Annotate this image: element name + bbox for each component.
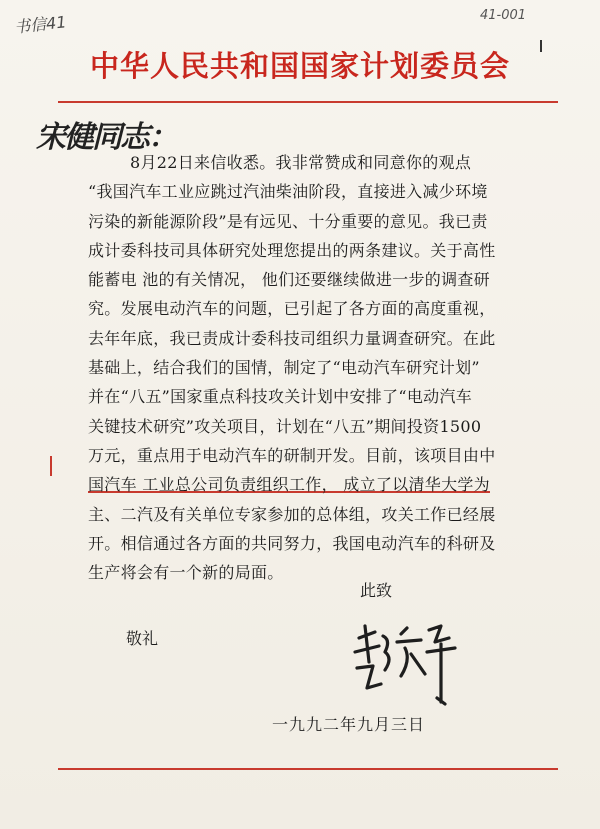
body-line: 基础上，结合我们的国情，制定了“电动汽车研究计划”: [88, 358, 480, 378]
body-line: 成计委科技司具体研究处理您提出的两条建议。关于高性: [88, 240, 496, 260]
margin-mark: [50, 456, 52, 476]
closing-phrase: 此致: [360, 581, 393, 600]
body-line: 能蓄电 池的有关情况， 他们还要继续做进一步的调查研: [88, 270, 490, 290]
letterhead-rule-top: [58, 101, 558, 103]
body-line: 去年年底，我已责成计委科技司组织力量调查研究。在此: [88, 328, 496, 348]
body-line: 生产将会有一个新的局面。: [88, 563, 284, 583]
letter-date: 一九九二年九月三日: [272, 715, 426, 734]
body-line: 8月22日来信收悉。我非常赞成和同意你的观点: [130, 153, 472, 172]
handwritten-salutation: 宋健同志：: [36, 120, 176, 155]
letterhead-rule-bottom: [58, 768, 558, 770]
handwritten-signature: [345, 618, 465, 708]
body-line: 关键技术研究”攻关项目，计划在“八五”期间投资1500: [88, 416, 482, 436]
body-line-underlined: 国汽车 工业总公司负责组织工作， 成立了以清华大学为: [88, 475, 490, 495]
body-line: 污染的新能源阶段”是有远见、十分重要的意见。我已责: [88, 211, 488, 231]
regards-phrase: 敬礼: [126, 629, 159, 648]
body-line: 究。发展电动汽车的问题，已引起了各方面的高度重视，: [88, 299, 496, 319]
body-line: 开。相信通过各方面的共同努力，我国电动汽车的科研及: [88, 533, 496, 553]
body-line: 主、二汽及有关单位专家参加的总体组，攻关工作已经展: [88, 504, 496, 524]
body-line: “我国汽车工业应跳过汽油柴油阶段，直接进入减少环境: [88, 182, 488, 202]
letter-body: [88, 148, 556, 587]
document-number: 41-001: [480, 8, 527, 23]
letterhead-title: 中华人民共和国国家计划委员会: [89, 49, 510, 83]
body-line: 万元，重点用于电动汽车的研制开发。目前，该项目由中: [88, 445, 496, 465]
archive-annotation: 书信41: [13, 12, 68, 37]
body-line: 并在“八五”国家重点科技攻关计划中安排了“电动汽车: [88, 387, 473, 407]
